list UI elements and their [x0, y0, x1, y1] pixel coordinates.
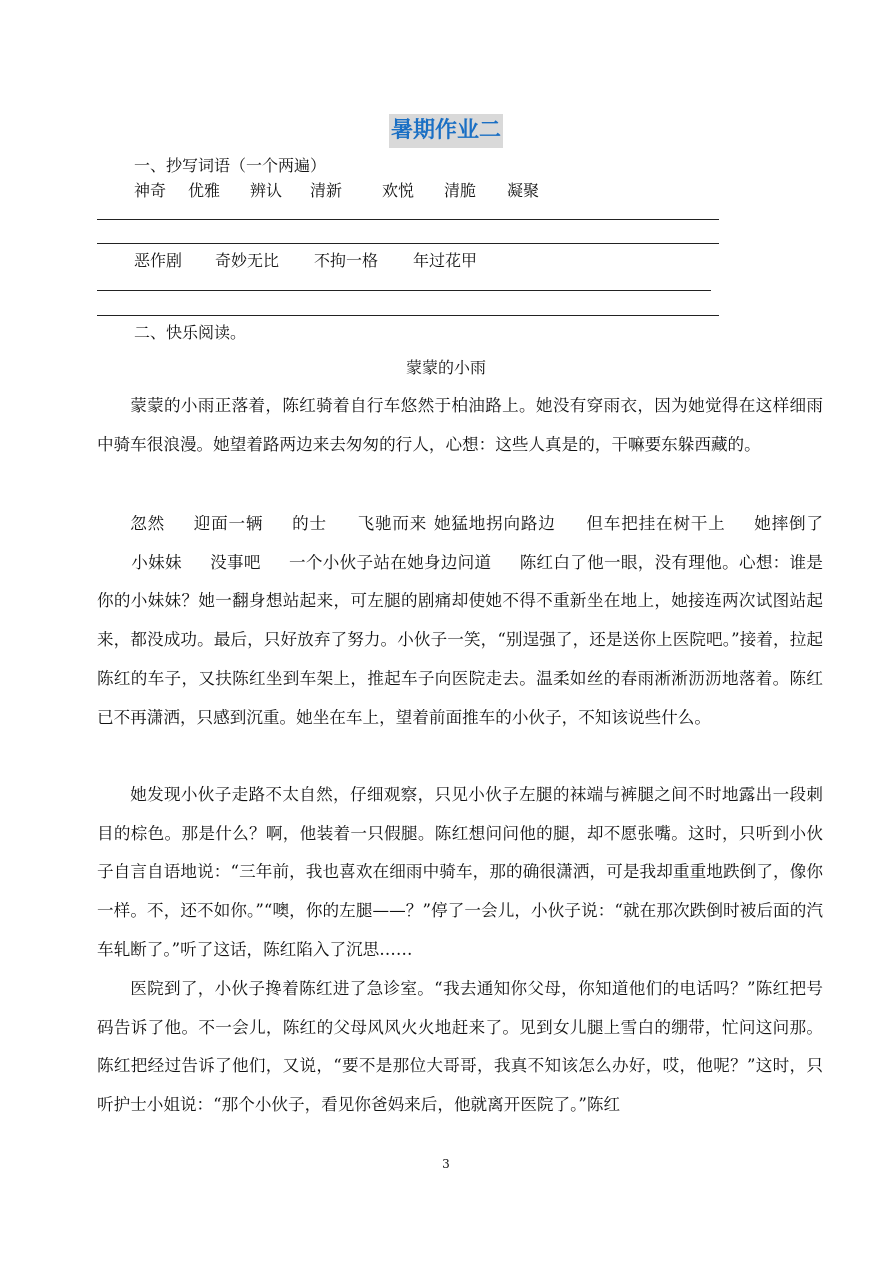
section1-heading: 一、抄写词语（一个两遍） — [134, 156, 327, 175]
passage-text: 没事吧 — [209, 552, 261, 572]
word-item: 清新 — [310, 181, 343, 200]
word-item: 辨认 — [250, 181, 283, 200]
word-row-1 — [134, 180, 734, 202]
writing-line — [97, 315, 719, 316]
passage-text: 的士 — [291, 514, 327, 533]
word-item: 年过花甲 — [413, 251, 478, 270]
word-item: 欢悦 — [382, 181, 415, 200]
passage-text: 她摔倒了 — [753, 514, 824, 533]
page-title — [0, 114, 892, 148]
page-number: 3 — [442, 1157, 450, 1171]
writing-line — [97, 219, 719, 220]
passage-text: 她猛地拐向路边 — [433, 514, 556, 533]
passage-paragraph: 医院到了，小伙子搀着陈红进了急诊室。“我去通知你父母，你知道他们的电话吗？”陈红把号码告诉了他。不一会儿，陈红的父母风风火火地赶来了。见到女儿腿上雪白的绷带，忙问这问那。陈红把经过告诉了他们，又说，“要不是那位大哥哥，我真不知该怎么办好，哎，他呢？”这时，只听护士小姐说：“那个小伙子，看见你爸妈来后，他就离开医院了。”陈红 — [97, 979, 823, 1115]
passage-text: 一个小伙子站在她身边问道 — [288, 552, 492, 572]
passage-text: 忽然 — [130, 514, 165, 533]
passage-text: 但车把挂在树干上 — [585, 514, 726, 533]
word-item: 优雅 — [188, 181, 221, 200]
section2-heading: 二、快乐阅读。 — [134, 323, 247, 342]
passage-paragraph: 她发现小伙子走路不太自然，仔细观察，只见小伙子左腿的袜端与裤腿之间不时地露出一段刺目的棕色。那是什么？啊，他装着一只假腿。陈红想问问他的腿，却不愿张嘴。这时，只听到小伙子自言自语地说：“三年前，我也喜欢在细雨中骑车，那的确很潇洒，可是我却重重地跌倒了，像你一样。不，还不如你。”“噢，你的左腿——？”停了一会儿，小伙子说：“就在那次跌倒时被后面的汽车轧断了。”听了这话，陈红陷入了沉思…… — [97, 785, 823, 959]
word-item: 奇妙无比 — [215, 251, 280, 270]
passage-paragraph — [97, 505, 823, 737]
passage-paragraph: 蒙蒙的小雨正落着，陈红骑着自行车悠然于柏油路上。她没有穿雨衣，因为她觉得在这样细雨中骑车很浪漫。她望着路两边来去匆匆的行人，心想：这些人真是的，干嘛要东躲西藏的。 — [97, 396, 823, 454]
passage-text: 迎面一辆 — [192, 514, 264, 533]
word-item: 清脆 — [444, 181, 477, 200]
word-row-2 — [134, 250, 734, 272]
word-item: 不拘一格 — [314, 251, 379, 270]
page-title-text: 暑期作业二 — [389, 114, 503, 148]
writing-line — [97, 243, 719, 244]
passage-text: 小妹妹 — [131, 552, 182, 572]
passage-title: 蒙蒙的小雨 — [405, 358, 486, 377]
word-item: 凝聚 — [507, 181, 540, 200]
word-item: 神奇 — [134, 181, 167, 200]
word-item: 恶作剧 — [134, 251, 183, 270]
passage-text: 飞驰而来 — [356, 514, 428, 533]
passage-text: 陈红白了他一眼，没有理他。心想：谁是你的小妹妹？她一翻身想站起来，可左腿的剧痛却使她不得不重新坐在地上，她接连两次试图站起来，都没成功。最后，只好放弃了努力。小伙子一笑，“别逞强了，还是送你上医院吧。”接着，拉起陈红的车子，又扶陈红坐到车架上，推起车子向医院走去。温柔如丝的春雨淅淅沥沥地落着。陈红已不再潇洒，只感到沉重。她坐在车上，望着前面推车的小伙子，不知该说些什么。 — [97, 552, 824, 727]
writing-line — [97, 290, 711, 291]
